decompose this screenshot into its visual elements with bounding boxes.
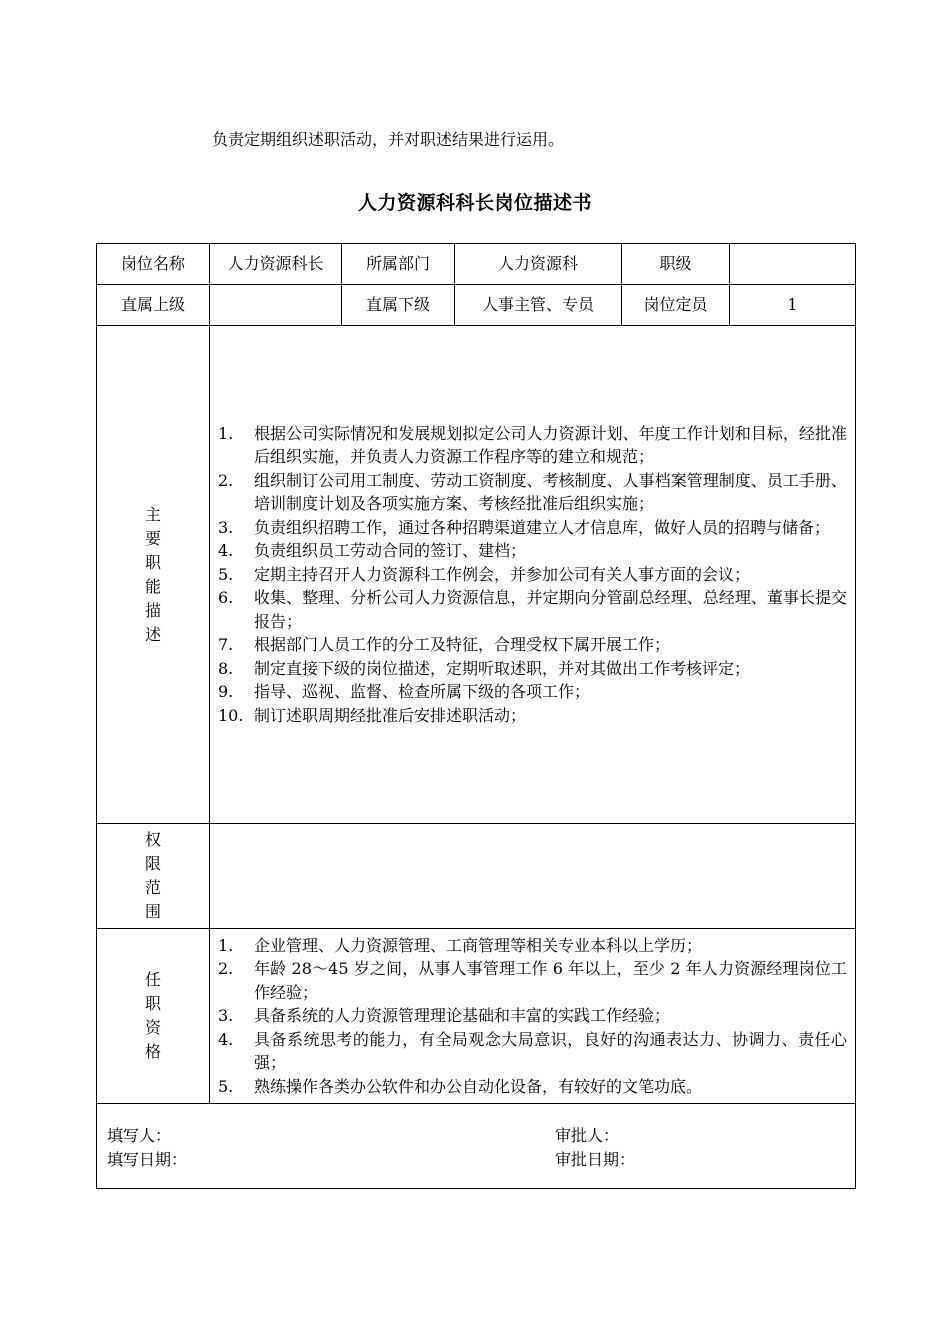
- value-direct-subordinate: 人事主管、专员: [455, 285, 622, 326]
- list-item-number: 3.: [218, 517, 234, 537]
- job-description-table: [96, 243, 856, 1189]
- list-item: [218, 1075, 847, 1099]
- duties-label-char: 主: [144, 504, 161, 524]
- list-item-text: 制定直接下级的岗位描述，定期听取述职，并对其做出工作考核评定；: [254, 658, 751, 678]
- list-item-number: 2.: [218, 470, 234, 490]
- list-item-text: 熟练操作各类办公软件和办公自动化设备，有较好的文笔功底。: [254, 1076, 703, 1096]
- list-item-number: 2.: [218, 959, 234, 979]
- duties-label-char: 述: [144, 624, 161, 644]
- value-headcount: 1: [730, 285, 856, 326]
- list-item-text: 收集、整理、分析公司人力资源信息，并定期向分管副总经理、总经理、董事长提交报告；: [254, 588, 847, 631]
- list-item-text: 负责组织招聘工作，通过各种招聘渠道建立人才信息库，做好人员的招聘与储备；: [254, 517, 831, 537]
- signoff-cell: [97, 1104, 856, 1189]
- approved-by-label: 审批人：: [555, 1126, 620, 1145]
- authority-label-char: 围: [144, 902, 161, 921]
- duties-label-char: 职: [144, 552, 161, 572]
- label-position-name: 岗位名称: [97, 244, 210, 285]
- qualifications-label-char: 职: [144, 994, 161, 1013]
- qualifications-label-char: 格: [144, 1042, 161, 1061]
- table-row-reporting: [97, 285, 856, 326]
- table-row-position: [97, 244, 856, 285]
- duties-label: [97, 326, 210, 824]
- authority-label-char: 范: [144, 878, 161, 897]
- list-item-number: 5.: [218, 564, 234, 584]
- list-item: [218, 469, 847, 516]
- list-item-text: 定期主持召开人力资源科工作例会，并参加公司有关人事方面的会议；: [254, 564, 751, 584]
- duties-list: [210, 422, 855, 728]
- list-item-text: 负责组织员工劳动合同的签订、建档；: [254, 541, 527, 561]
- list-item-number: 8.: [218, 658, 234, 678]
- qualifications-label-char: 资: [144, 1018, 161, 1037]
- list-item: [218, 633, 847, 657]
- label-direct-subordinate: 直属下级: [342, 285, 455, 326]
- qualifications-content: [210, 929, 856, 1104]
- list-item-number: 7.: [218, 635, 234, 655]
- authority-content: [210, 824, 856, 929]
- list-item: [218, 422, 847, 469]
- value-department: 人力资源科: [455, 244, 622, 285]
- list-item: [218, 1028, 847, 1075]
- list-item: [218, 957, 847, 1004]
- list-item: [218, 516, 847, 540]
- list-item: [218, 704, 847, 728]
- list-item-number: 4.: [218, 541, 234, 561]
- label-headcount: 岗位定员: [622, 285, 730, 326]
- approval-date-label: 审批日期：: [555, 1150, 636, 1169]
- duties-label-char: 能: [144, 576, 161, 596]
- list-item: [218, 657, 847, 681]
- list-item-text: 组织制订公司用工制度、劳动工资制度、考核制度、人事档案管理制度、员工手册、培训制度计划及各项实施方案、考核经批准后组织实施；: [254, 470, 847, 514]
- intro-paragraph: 负责定期组织述职活动，并对职述结果进行运用。: [212, 130, 565, 149]
- list-item: [218, 680, 847, 704]
- list-item-number: 10.: [218, 705, 244, 725]
- table-row-qualifications: [97, 929, 856, 1104]
- list-item-number: 9.: [218, 682, 234, 702]
- list-item-text: 根据公司实际情况和发展规划拟定公司人力资源计划、年度工作计划和目标，经批准后组织实施，并负责人力资源工作程序等的建立和规范；: [254, 423, 847, 467]
- list-item: [218, 586, 847, 633]
- document-title: 人力资源科科长岗位描述书: [357, 192, 592, 214]
- list-item-text: 根据部门人员工作的分工及特征，合理受权下属开展工作；: [254, 635, 671, 655]
- label-department: 所属部门: [342, 244, 455, 285]
- label-direct-superior: 直属上级: [97, 285, 210, 326]
- list-item-number: 3.: [218, 1006, 234, 1026]
- label-grade: 职级: [622, 244, 730, 285]
- list-item-text: 企业管理、人力资源管理、工商管理等相关专业本科以上学历；: [254, 935, 703, 955]
- value-position-name: 人力资源科长: [210, 244, 342, 285]
- table-row-signoff: [97, 1104, 856, 1189]
- list-item-text: 指导、巡视、监督、检查所属下级的各项工作；: [254, 682, 591, 702]
- list-item-text: 具备系统思考的能力，有全局观念大局意识，良好的沟通表达力、协调力、责任心强；: [254, 1029, 847, 1073]
- list-item-number: 6.: [218, 588, 234, 608]
- qualifications-list: [210, 934, 855, 1099]
- duties-label-char: 描: [144, 600, 161, 620]
- authority-label: [97, 824, 210, 929]
- table-row-duties: [97, 326, 856, 824]
- authority-label-char: 限: [144, 854, 161, 873]
- list-item: [218, 934, 847, 958]
- list-item: [218, 539, 847, 563]
- list-item-text: 年龄 28～45 岁之间，从事人事管理工作 6 年以上，至少 2 年人力资源经理岗位工作经验；: [254, 959, 847, 1002]
- value-direct-superior: [210, 285, 342, 326]
- list-item-number: 1.: [218, 935, 234, 955]
- qualifications-label-char: 任: [144, 970, 161, 989]
- authority-label-char: 权: [144, 830, 161, 849]
- list-item-text: 制订述职周期经批准后安排述职活动；: [254, 705, 527, 725]
- duties-content: [210, 326, 856, 824]
- filled-by-label: 填写人：: [107, 1126, 172, 1145]
- list-item-number: 4.: [218, 1029, 234, 1049]
- value-grade: [730, 244, 856, 285]
- list-item: [218, 1004, 847, 1028]
- list-item-number: 1.: [218, 423, 234, 443]
- duties-label-char: 要: [144, 528, 161, 548]
- fill-date-label: 填写日期：: [107, 1150, 188, 1169]
- list-item: [218, 563, 847, 587]
- table-row-authority: [97, 824, 856, 929]
- list-item-number: 5.: [218, 1076, 234, 1096]
- qualifications-label: [97, 929, 210, 1104]
- list-item-text: 具备系统的人力资源管理理论基础和丰富的实践工作经验；: [254, 1006, 671, 1026]
